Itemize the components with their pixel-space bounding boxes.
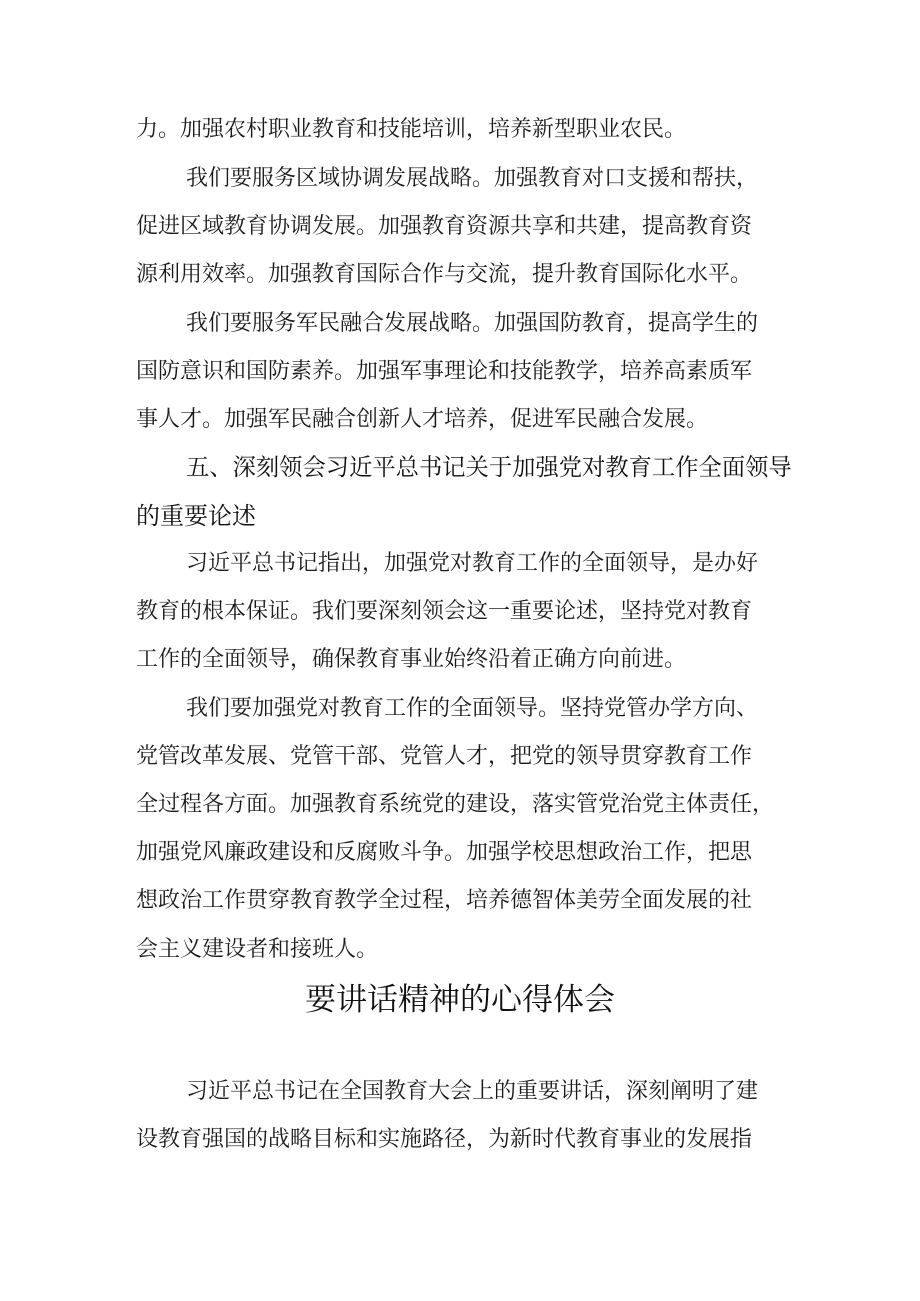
paragraph-line: 会主义建设者和接班人。 [136,937,379,962]
paragraph-line: 力。加强农村职业教育和技能培训，培养新型职业农民。 [136,117,687,142]
paragraph-line: 教育的根本保证。我们要深刻领会这一重要论述，坚持党对教育 [136,599,753,624]
paragraph-line: 工作的全面领导，确保教育事业始终沿着正确方向前进。 [136,647,687,672]
paragraph-line: 源利用效率。加强教育国际合作与交流，提升教育国际化水平。 [136,262,753,287]
section-heading-line: 五、深刻领会习近平总书记关于加强党对教育工作全面领导 [186,454,792,481]
paragraph-line: 习近平总书记在全国教育大会上的重要讲话，深刻阐明了建 [186,1079,759,1104]
paragraph-line: 加强党风廉政建设和反腐败斗争。加强学校思想政治工作，把思 [136,840,753,865]
paragraph-line: 促进区域教育协调发展。加强教育资源共享和共建，提高教育资 [136,214,753,239]
paragraph-line: 我们要服务区域协调发展战略。加强教育对口支援和帮扶， [186,166,759,191]
paragraph-line: 我们要服务军民融合发展战略。加强国防教育，提高学生的 [186,311,759,336]
paragraph-line: 事人才。加强军民融合创新人才培养，促进军民融合发展。 [136,407,709,432]
paragraph-line: 设教育强国的战略目标和实施路径，为新时代教育事业的发展指 [136,1127,753,1152]
section-heading-line: 的重要论述 [136,502,256,530]
article-title: 要讲话精神的心得体会 [305,982,615,1018]
paragraph-line: 党管改革发展、党管干部、党管人才，把党的领导贯穿教育工作 [136,744,753,769]
paragraph-line: 我们要加强党对教育工作的全面领导。坚持党管办学方向、 [186,696,759,721]
paragraph-line: 全过程各方面。加强教育系统党的建设，落实管党治党主体责任， [136,792,775,817]
paragraph-line: 国防意识和国防素养。加强军事理论和技能教学，培养高素质军 [136,359,753,384]
paragraph-line: 习近平总书记指出，加强党对教育工作的全面领导，是办好 [186,551,759,576]
paragraph-line: 想政治工作贯穿教育教学全过程，培养德智体美劳全面发展的社 [136,888,753,913]
